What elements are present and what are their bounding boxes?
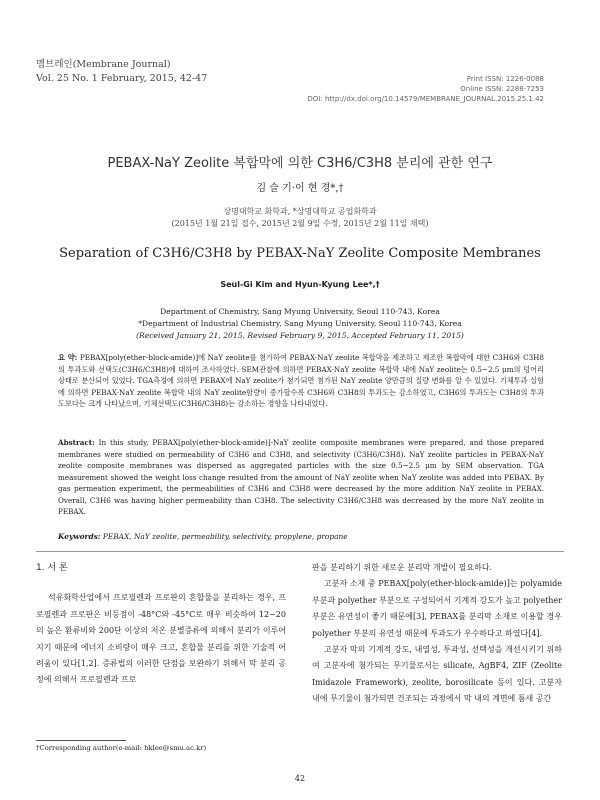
title-english: Separation of C3H6/C3H8 by PEBAX-NaY Zeolite Composite Membranes xyxy=(59,246,541,261)
online-issn: Online ISSN: 2288-7253 xyxy=(460,85,544,93)
abstract-english-label: Abstract: xyxy=(58,438,95,447)
paragraph: 고분자 소재 중 PEBAX[poly(ether-block-amide)]는 polyamide 부분과 polyether 부분으로 구성되어서 기계적 강도가 높고 polyether 부분은 유연성이 좋기 때문에[3], PEBAX를 분리막 소재로 이용할 경우 polyether 부분의 유연성 때문에 투과도가 우수하다고 하였다[4]. xyxy=(312,579,562,638)
affiliation-korean xyxy=(36,206,564,230)
journal-name: 멤브레인(Membrane Journal) xyxy=(36,59,171,70)
affiliation-korean-text: 상명대학교 화학과, *상명대학교 공업화학과 xyxy=(223,207,377,216)
paragraph: 판을 분리하기 위한 새로운 분리막 개발이 필요하다. xyxy=(312,563,493,572)
abstract-english-text: In this study, PEBAX[poly(ether-block-amide)]-NaY zeolite composite membranes were prepared, and those prepared membranes were studied on permeability of C3H6 and C3H8, and selectivity (C3H6/C3H8). NaY zeolite particles in PEBAX-NaY zeolite composite membranes was dispersed as aggregated particles with the size 0.5~2.5 μm by SEM observation. TGA measurement showed the weight loss change resulted from the amount of NaY zeolite when NaY zeolite was added into PEBAX. By gas permeation experiment, the permeabilities of C3H6 and C3H8 were decreased by the more addition NaY zeolite in PEBAX. Overall, C3H6 was having higher permeability than C3H8. The selectivity C3H6/C3H8 was decreased by the more NaY zeolite in PEBAX. xyxy=(58,438,544,516)
issn-block xyxy=(307,74,544,104)
abstract-korean xyxy=(58,352,544,410)
keywords-text: PEBAX, NaY zeolite, permeability, selectivity, propylene, propane xyxy=(102,532,348,541)
footnote: †Corresponding author(e-mail: hklee@smu.ac.kr) xyxy=(36,744,207,752)
volume-line: Vol. 25 No. 1 February, 2015, 42-47 xyxy=(36,73,208,84)
paragraph: 고분자 막의 기계적 강도, 내열성, 투과성, 선택성을 개선시키기 위하여 고분자에 첨가되는 무기물로서는 silicate, AgBF4, ZIF (Zeolite Imidazole Framework), zeolite, borosilicate 등이 있다. 고분자 내에 무기물이 첨가되면 건조되는 과정에서 막 내의 계면에 틈새 공간 xyxy=(312,645,562,704)
keywords xyxy=(58,532,544,541)
divider xyxy=(36,551,564,552)
doi: DOI: http://dx.doi.org/10.14579/MEMBRANE_JOURNAL.2015.25.1.42 xyxy=(307,95,544,103)
footnote-divider xyxy=(36,740,126,741)
abstract-english xyxy=(58,437,544,518)
page-number: 42 xyxy=(294,774,306,783)
print-issn: Print ISSN: 1226-0088 xyxy=(466,75,544,83)
affiliation-english-2: *Department of Industrial Chemistry, Sang Myung University, Seoul 110-743, Korea xyxy=(138,319,462,328)
journal-header xyxy=(36,58,207,86)
paragraph: 석유화학산업에서 프로필렌과 프로판의 혼합물을 분리하는 경우, 프로필렌과 프로판은 비등점이 -48°C와 -45°C로 매우 비슷하여 12~20의 높은 환류비와 200단 이상의 저온 분별증류에 의해서 분리가 이루어지기 때문에 에너지 소비량이 매우 크고, 혼합물 분리를 위한 기술적 어려움이 있다[1,2]. 증류법의 이러한 단점을 보완하기 위해서 막 분리 공정에 의해서 프로필렌과 프로 xyxy=(36,593,286,685)
dates-korean: (2015년 1월 21일 접수, 2015년 2월 9일 수정, 2015년 2월 11일 채택) xyxy=(171,219,429,228)
affiliation-english xyxy=(36,306,564,342)
abstract-korean-label: 요 약: xyxy=(58,353,78,362)
dates-english: (Received January 21, 2015, Revised February 9, 2015, Accepted February 11, 2015) xyxy=(136,331,464,340)
authors-english: Seul-Gi Kim and Hyun-Kyung Lee*,† xyxy=(220,280,380,289)
authors-korean: 김 슬 기·이 현 경*,† xyxy=(256,183,344,194)
abstract-korean-text: PEBAX[poly(ether-block-amide)]에 NaY zeolite를 첨가하여 PEBAX-NaY zeolite 복합막을 제조하고 제조한 복합막에 대한 C3H6와 C3H8의 투과도와 선택도(C3H6/C3H8)에 대하여 조사하였다. SEM관찰에 의하면 PEBAX-NaY zeolite 복합막 내에 NaY zeolite는 0.5~2.5 μm의 덩어리 상태로 분산되어 있었다. TGA측정에 의하면 PEBAX에 NaY zeolite가 첨가되면 첨가된 NaY zeolite 양만큼의 질량 변화를 알 수 있었다. 기체투과 실험에 의하면 PEBAX-NaY zeolite 복합막 내의 NaY zeolite함량이 증가할수록 C3H6와 C3H8의 투과도는 감소하였고, C3H6의 투과도는 C3H8의 투과도보다는 크게 나타났으며, 기체선택도(C3H6/C3H8)는 감소하는 경향을 나타내었다. xyxy=(58,353,544,408)
affiliation-english-1: Department of Chemistry, Sang Myung University, Seoul 110-743, Korea xyxy=(160,307,440,316)
column-left xyxy=(36,560,286,689)
keywords-label: Keywords: xyxy=(58,532,101,541)
section-title: 1. 서 론 xyxy=(36,563,68,573)
column-right xyxy=(312,560,562,708)
title-korean: PEBAX-NaY Zeolite 복합막에 의한 C3H6/C3H8 분리에 관한 연구 xyxy=(107,156,493,171)
